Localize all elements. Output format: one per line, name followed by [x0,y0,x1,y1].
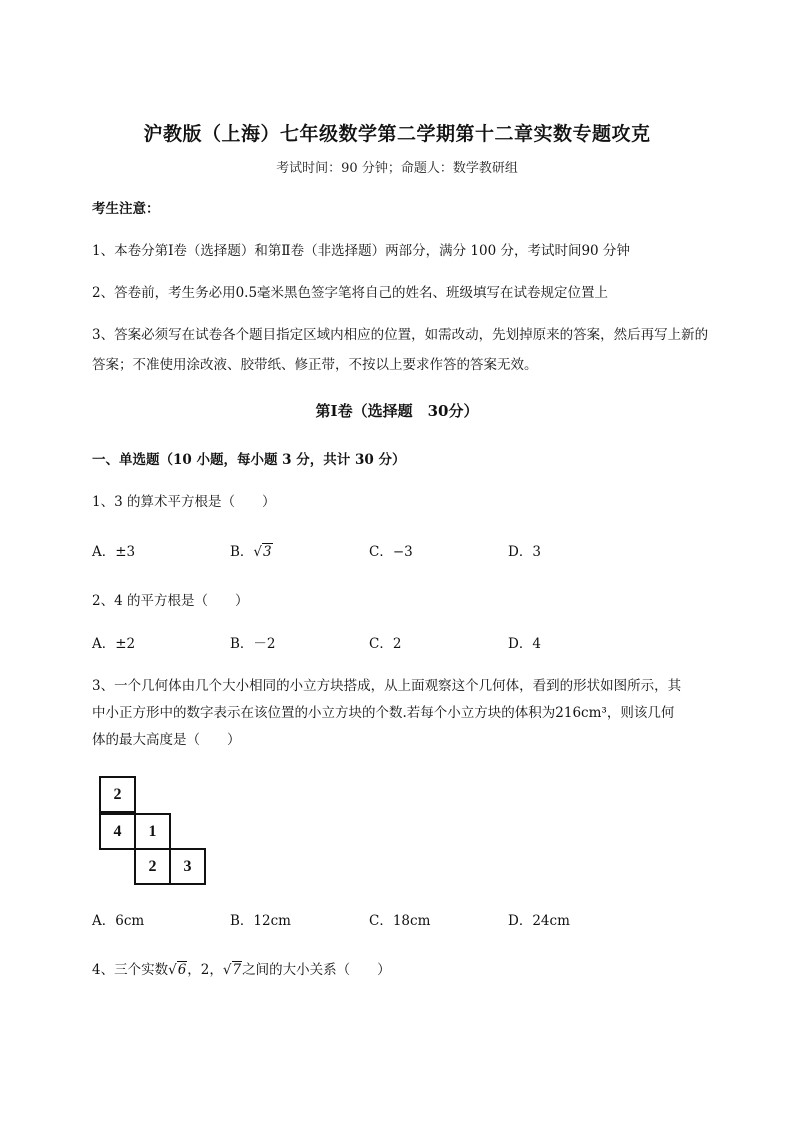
notice-heading: 考生注意： [92,201,160,217]
option-c[interactable]: C．18cm [369,913,431,929]
option-c[interactable]: C．−3 [369,544,413,560]
option-d[interactable]: D．4 [508,636,541,652]
sqrt-expression [223,955,242,985]
notice-item-3: 3、答案必须写在试卷各个题目指定区域内相应的位置，如需改动，先划掉原来的答案，然后再写上新的答案；不准使用涂改液、胶带纸、修正带，不按以上要求作答的答案无效。 [92,327,709,373]
sqrt-expression [168,955,187,985]
exam-info: 考试时间：90 分钟；命题人：数学教研组 [276,161,518,176]
sqrt-expression [253,537,272,567]
part-heading: 一、单选题（10 小题，每小题 3 分，共计 30 分） [92,452,406,468]
question-1-stem: 1、3 的算术平方根是（ ） [92,494,276,510]
question-2-options [92,629,712,659]
figure-cell: 3 [169,848,206,885]
figure-cell: 4 [99,813,136,850]
radicand: 3 [263,544,272,560]
question-3-stem-line-3: 体的最大高度是（ ） [92,732,241,748]
option-d[interactable]: D．24cm [508,913,570,929]
question-4-suffix: 之间的大小关系（ ） [242,962,391,978]
question-3-stem-line-1: 3、一个几何体由几个大小相同的小立方块搭成，从上面观察这个几何体，看到的形状如图所示，其 [92,678,682,694]
question-3-options [92,906,712,936]
question-4-stem [92,955,712,985]
option-a[interactable]: A．±3 [92,544,136,560]
figure-cell: 1 [134,813,171,850]
section-title: 第Ⅰ卷（选择题 30分） [315,402,479,420]
option-b-prefix: B． [230,544,254,560]
option-d[interactable]: D．3 [508,544,541,560]
notice-item-1: 1、本卷分第Ⅰ卷（选择题）和第Ⅱ卷（非选择题）两部分，满分 100 分，考试时间90 分钟 [92,243,630,259]
question-3-stem-line-2: 中小正方形中的数字表示在该位置的小立方块的个数.若每个小立方块的体积为216cm³，则该几何 [92,705,675,721]
option-c[interactable]: C．2 [369,636,402,652]
question-4-prefix: 4、三个实数 [92,962,169,978]
figure-cell: 2 [134,848,171,885]
radical-sign: √ [222,962,232,978]
option-b[interactable]: B．12cm [230,913,291,929]
question-4-mid: ，2， [187,962,223,978]
option-a[interactable]: A．±2 [92,636,136,652]
radical-sign: √ [253,544,263,560]
radicand: 6 [177,962,187,978]
notice-item-2: 2、答卷前，考生务必用0.5毫米黑色签字笔将自己的姓名、班级填写在试卷规定位置上 [92,285,609,301]
figure-cell: 2 [99,776,136,813]
option-b[interactable] [230,537,273,567]
page-title: 沪教版（上海）七年级数学第二学期第十二章实数专题攻克 [143,123,651,145]
question-1-options [92,537,712,567]
radical-sign: √ [168,962,177,978]
option-a[interactable]: A．6cm [92,913,145,929]
option-b[interactable]: B．－2 [230,636,276,652]
radicand: 7 [232,962,242,978]
question-2-stem: 2、4 的平方根是（ ） [92,593,249,609]
